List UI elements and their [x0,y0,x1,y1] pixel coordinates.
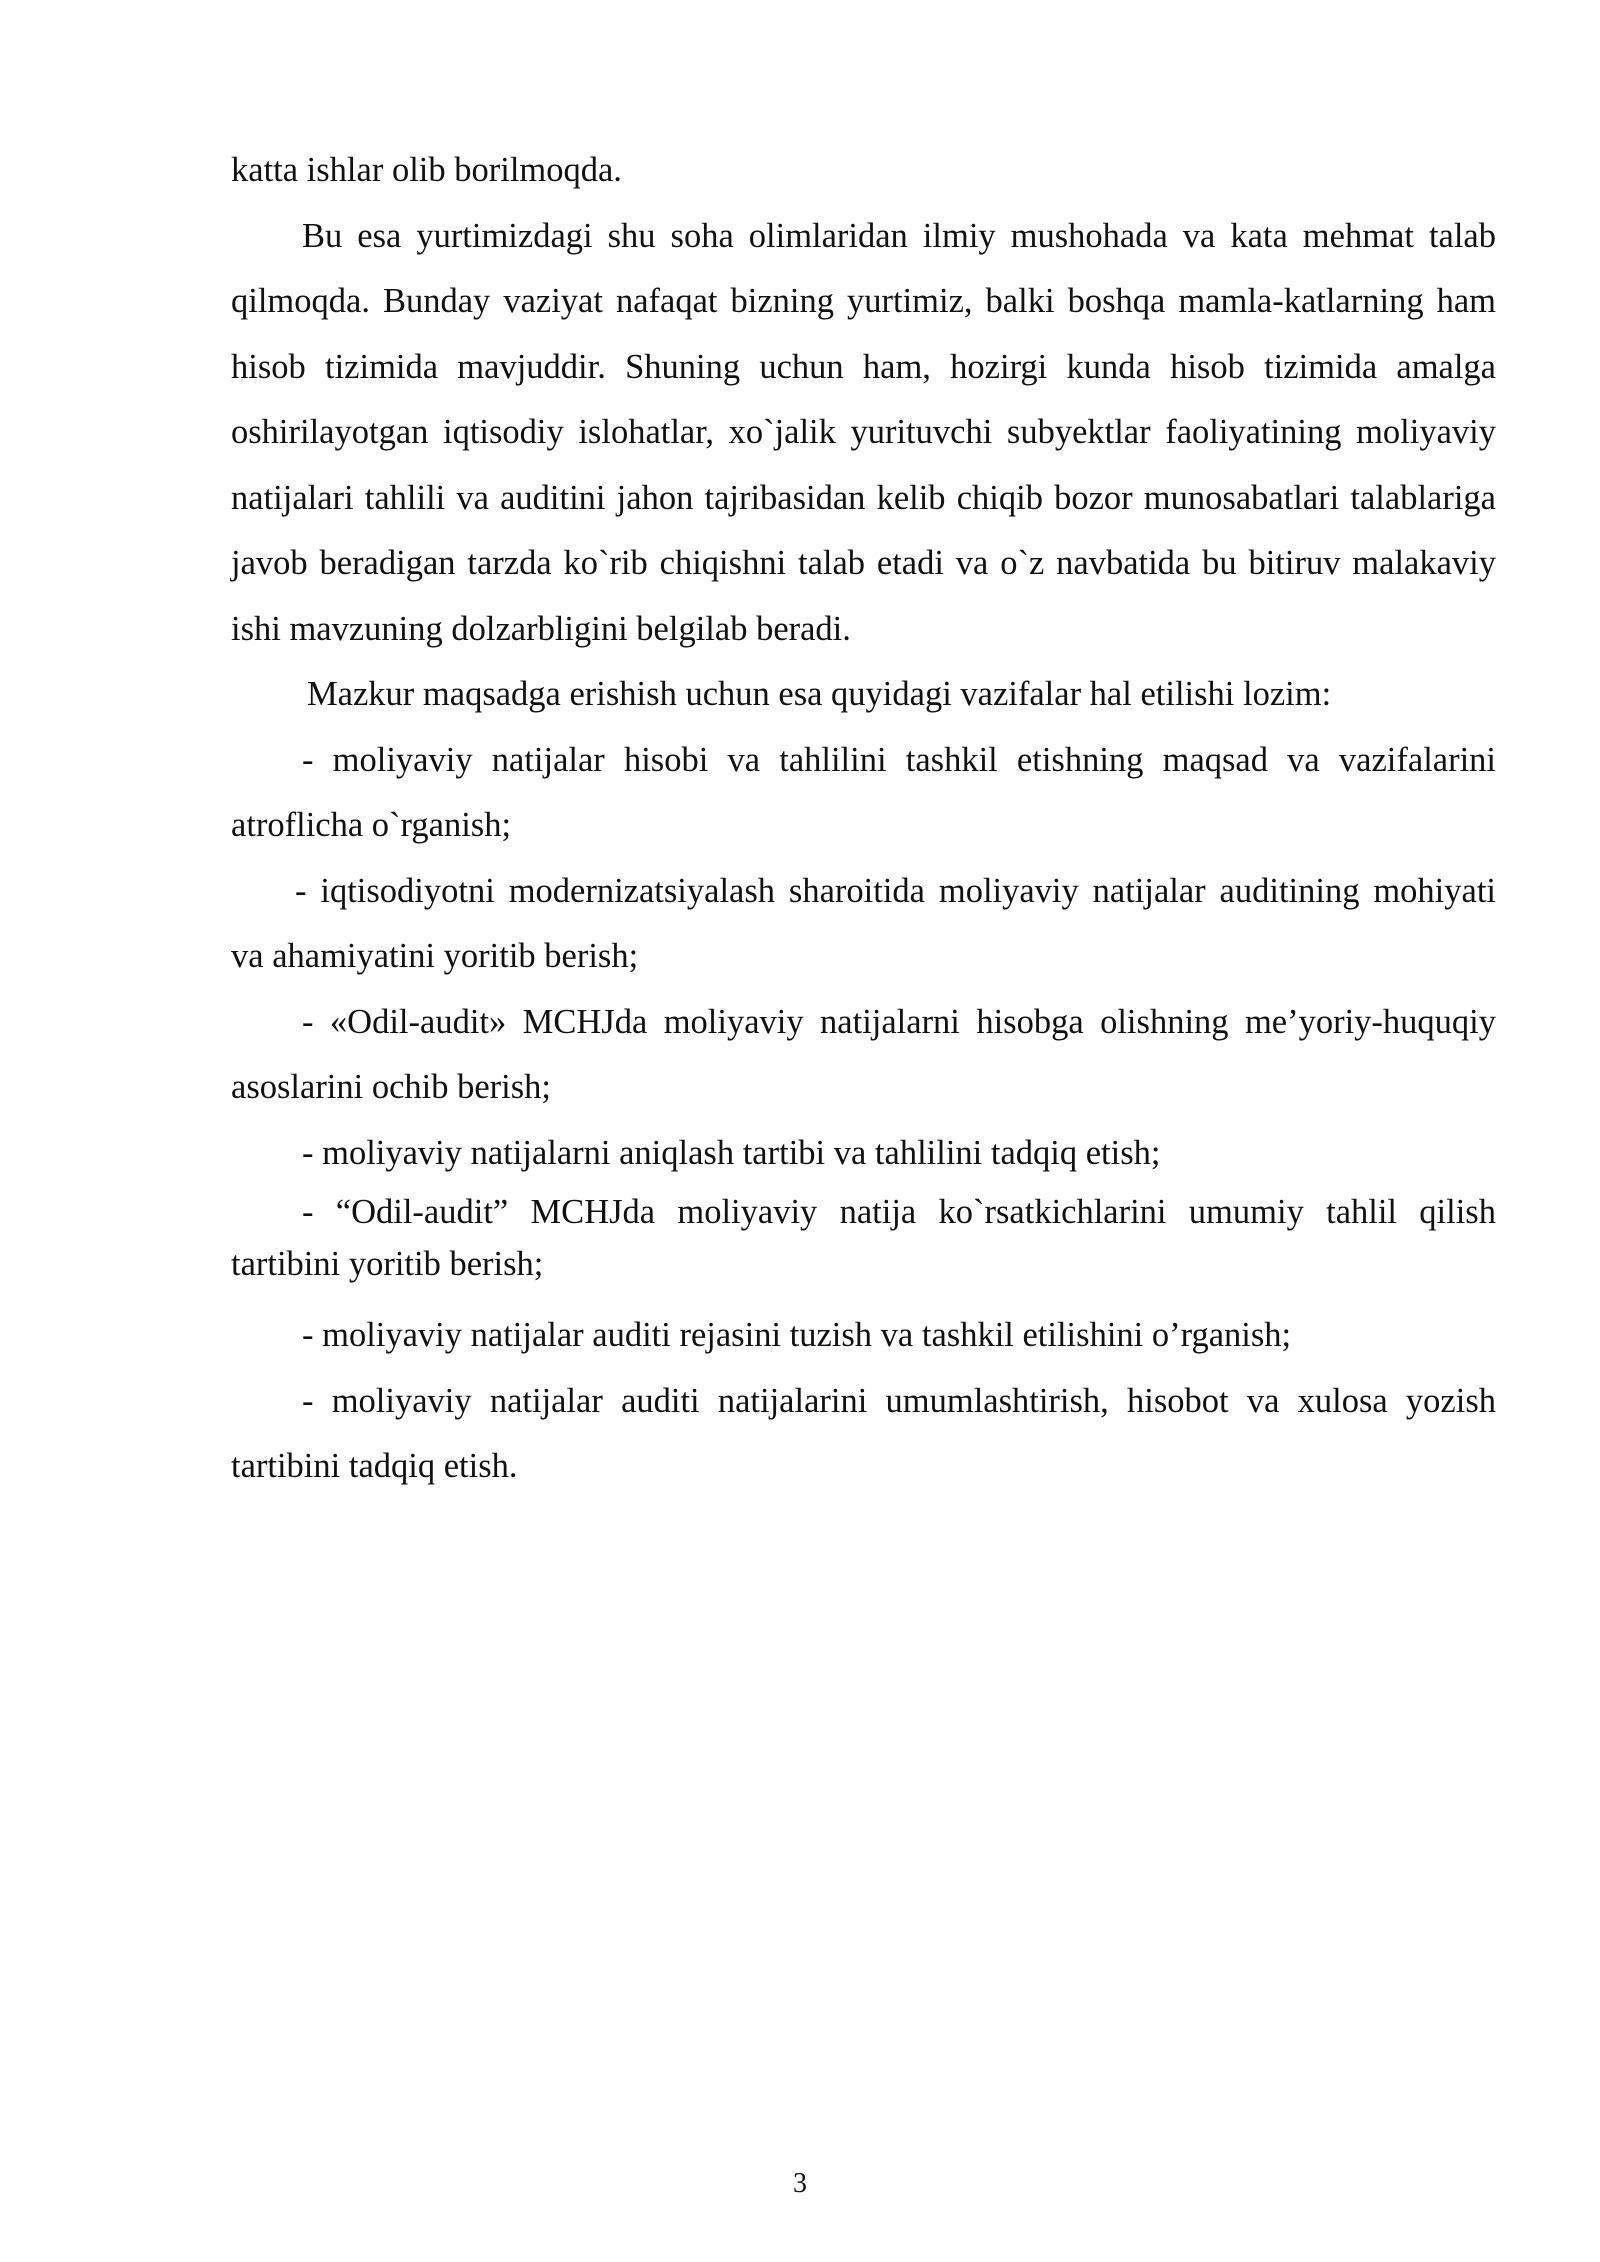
list-item-task-1: - moliyaviy natijalar hisobi va tahlilini tashkil etishning maqsad va vazifalarini atroflicha o`rganish; [231,740,1496,844]
paragraph-context: Bu esa yurtimizdagi shu soha olimlaridan ilmiy mushohada va kata mehmat talab qilmoqda. Bunday vaziyat nafaqat bizning yurtimiz, balki boshqa mamla-katlarning ham hisob tizimida mavjuddir. Shuning uchun ham, hozirgi kunda hisob tizimida amalga oshirilayotgan iqtisodiy islohatlar, xo`jalik yurituvchi subyektlar faoliyatining moliyaviy natijalari tahlili va auditini jahon tajribasidan kelib chiqib bozor munosabatlari talablariga javob beradigan tarzda ko`rib chiqishni talab etadi va o`z navbatida bu bitiruv malakaviy ishi mavzuning dolzarbligini belgilab beradi. [231,216,1496,648]
page-number: 3 [793,2168,807,2199]
list-item-task-2: - iqtisodiyotni modernizatsiyalash sharoitida moliyaviy natijalar auditining mohiyati va ahamiyatini yoritib berish; [231,871,1496,975]
paragraph-continuation: katta ishlar olib borilmoqda. [231,151,622,189]
list-item-task-6: - moliyaviy natijalar auditi rejasini tuzish va tashkil etilishini o’rganish; [302,1316,1292,1354]
list-item-task-4: - moliyaviy natijalarni aniqlash tartibi va tahlilini tadqiq etish; [302,1133,1161,1172]
body-text [231,138,1496,1500]
list-item-task-3: - «Odil-audit» MCHJda moliyaviy natijalarni hisobga olishning me’yoriy-huquqiy asoslarini ochib berish; [231,1002,1496,1106]
list-item-task-7: - moliyaviy natijalar auditi natijalarini umumlashtirish, hisobot va xulosa yozish tartibini tadqiq etish. [231,1381,1496,1485]
paragraph-tasks-intro: Mazkur maqsadga erishish uchun esa quyidagi vazifalar hal etilishi lozim: [307,675,1332,713]
list-item-task-5: - “Odil-audit” MCHJda moliyaviy natija ko`rsatkichlarini umumiy tahlil qilish tartibini yoritib berish; [231,1193,1496,1283]
